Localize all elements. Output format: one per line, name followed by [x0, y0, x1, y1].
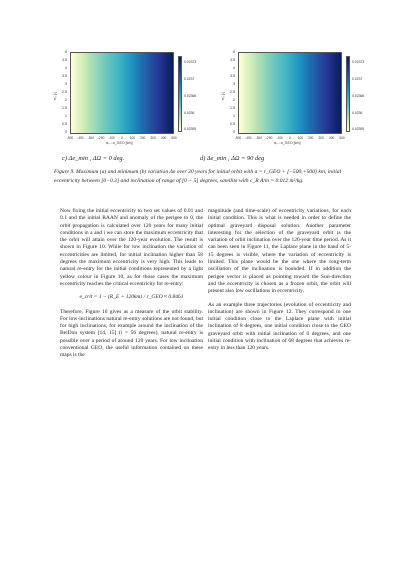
- paragraph: Therefore, Figure 10 gives as a measure of the orbit stability. For low-inclinations natural re-entry solutions are not found, but for high inclinations, for example around the inclination of the BeiDou system [14, 15] (i = 56 degrees), natural re-entry is possible over a period of around 120 years. For low inclination conventional GEO, the useful information contained on these maps is the: [60, 308, 203, 359]
- ytick: 0: [233, 130, 235, 134]
- ytick: 4.5: [230, 58, 235, 62]
- heatmap-d: [238, 52, 342, 134]
- paragraph: As an example three trajectories (evolution of eccentricity and inclination) are shown in Figure 12. They correspond to one initial condition close to the Laplace plane with initial inclination of 8 degrees, one initial condition close to the GEO graveyard orbit with initial inclination of 0 degrees, and one initial condition with inclination of 68 degrees that achieves re-entry in less than 120 years.: [208, 301, 351, 352]
- ytick: 4.5: [62, 58, 67, 62]
- ytick: 0.5: [62, 122, 67, 126]
- colorbar-tick: 0.02359: [352, 127, 365, 131]
- ytick: 1: [65, 114, 67, 118]
- right-column: [208, 208, 351, 359]
- xtick: -400: [77, 136, 84, 140]
- ytick: 3: [233, 82, 235, 86]
- colorbar-tick: 0.0237: [352, 77, 363, 81]
- xtick: -300: [87, 136, 94, 140]
- equation: e_crit = 1 − (R_E + 120km) / r_GEO ≈ 0.8461: [79, 294, 184, 301]
- left-column: [60, 208, 203, 366]
- colorbar-d: [346, 56, 350, 132]
- ytick: 4: [233, 66, 235, 70]
- xtick: 400: [328, 136, 335, 140]
- xtick: -500: [66, 136, 74, 140]
- xtick: -200: [97, 136, 105, 140]
- colorbar-tick: 0.02373: [184, 60, 197, 64]
- figure-panel-c: [70, 52, 174, 134]
- colorbar-tick: 0.02373: [352, 60, 365, 64]
- colorbar-tick: 0.02366: [352, 94, 365, 98]
- x-axis-label-d: a₀ - a_GEO [km]: [274, 141, 301, 145]
- xtick: -200: [265, 136, 273, 140]
- xtick: 500: [339, 136, 345, 140]
- paragraph: magnitude (and time-scale) of eccentricity variations, for each initial condition. This is what is needed in order to define the optimal graveyard disposal solution. Another parameter interesting for the selection of the graveyard orbit is the variation of orbit inclination over the 120-year time period. As it can been seen in Figure 11, the Laplace plane in the band of 5-15 degrees is visible, where the variation of eccentricity is limited. This plane would be the one where the long-term oscillation of the inclination is bounded. If in addition the perigee vector is placed as pointing toward the Sun-direction and the eccentricity is chosen as a frozen orbit, the orbit will present also low oscillations in eccentricity.: [208, 208, 351, 295]
- xtick: 100: [297, 136, 304, 140]
- xtick: 300: [150, 136, 156, 140]
- ytick: 5: [65, 50, 67, 54]
- ytick: 3.5: [230, 74, 235, 78]
- figure-panel-d: [238, 52, 342, 134]
- ytick: 0: [65, 130, 67, 134]
- figure-caption: Figure 9. Maximum (a) and minimum (b) variation Δe over 30 years for initial orbit with a = r_GEO + [−500,+500] km, initial eccentricity between [0−0.3] and inclination of range of [0 − 5] degrees, satellite with c_R A/m = 0.012 m²/kg.: [54, 169, 342, 184]
- colorbar-tick: 0.0236: [352, 111, 363, 115]
- paragraph: Now fixing the initial eccentricity to two set values of 0.01 and 0.1 and the initial RAAN and anomaly of the perigee to 0, the orbit propagation is calculated over 120 years for many initial conditions in a and i we can store the maximum eccentricity that the orbit will attain over the 120-year evolution. The result is shown in Figure 10. While for low inclination the variation of eccentricities are limited, for initial inclination higher than 58 degrees the maximum eccentricity is very high. This leads to natural re-entry for the initial conditions represented by a light yellow colour in Figure 10, as for those cases the maximum eccentricity reaches the critical eccentricity for re-entry:: [60, 208, 203, 287]
- y-axis-label-d: e₀ [-]: [221, 91, 225, 100]
- ytick: 2.5: [62, 90, 67, 94]
- ytick: 1.5: [62, 106, 67, 110]
- xtick: 0: [121, 136, 123, 140]
- y-axis-label-c: e₀ [-]: [53, 91, 57, 100]
- xtick: 200: [308, 136, 314, 140]
- ytick: 4: [65, 66, 67, 70]
- colorbar-tick: 0.0237: [184, 77, 195, 81]
- xtick: 400: [160, 136, 167, 140]
- xtick: 500: [171, 136, 177, 140]
- xtick: 200: [140, 136, 146, 140]
- colorbar-tick: 0.02359: [184, 127, 197, 131]
- colorbar-c: [178, 56, 182, 132]
- ytick: 1: [233, 114, 235, 118]
- colorbar-tick: 0.0236: [184, 111, 195, 115]
- xtick: -400: [245, 136, 252, 140]
- heatmap-c: [70, 52, 174, 134]
- ytick: 2: [233, 98, 235, 102]
- ytick: 2.5: [230, 90, 235, 94]
- xtick: 300: [318, 136, 324, 140]
- ytick: 0.5: [230, 122, 235, 126]
- xtick: 0: [289, 136, 291, 140]
- subfigure-caption-c: c) Δe_min , ΔΩ = 0 deg.: [62, 155, 125, 162]
- xtick: -300: [255, 136, 262, 140]
- x-axis-label-c: a₀ - a_GEO [km]: [106, 141, 133, 145]
- ytick: 1.5: [230, 106, 235, 110]
- ytick: 3.5: [62, 74, 67, 78]
- ytick: 2: [65, 98, 67, 102]
- xtick: 100: [129, 136, 136, 140]
- xtick: -100: [276, 136, 283, 140]
- colorbar-tick: 0.02366: [184, 94, 197, 98]
- xtick: -500: [234, 136, 242, 140]
- subfigure-caption-d: d) Δe_min , ΔΩ = 90 deg: [200, 155, 265, 162]
- ytick: 3: [65, 82, 67, 86]
- ytick: 5: [233, 50, 235, 54]
- xtick: -100: [108, 136, 115, 140]
